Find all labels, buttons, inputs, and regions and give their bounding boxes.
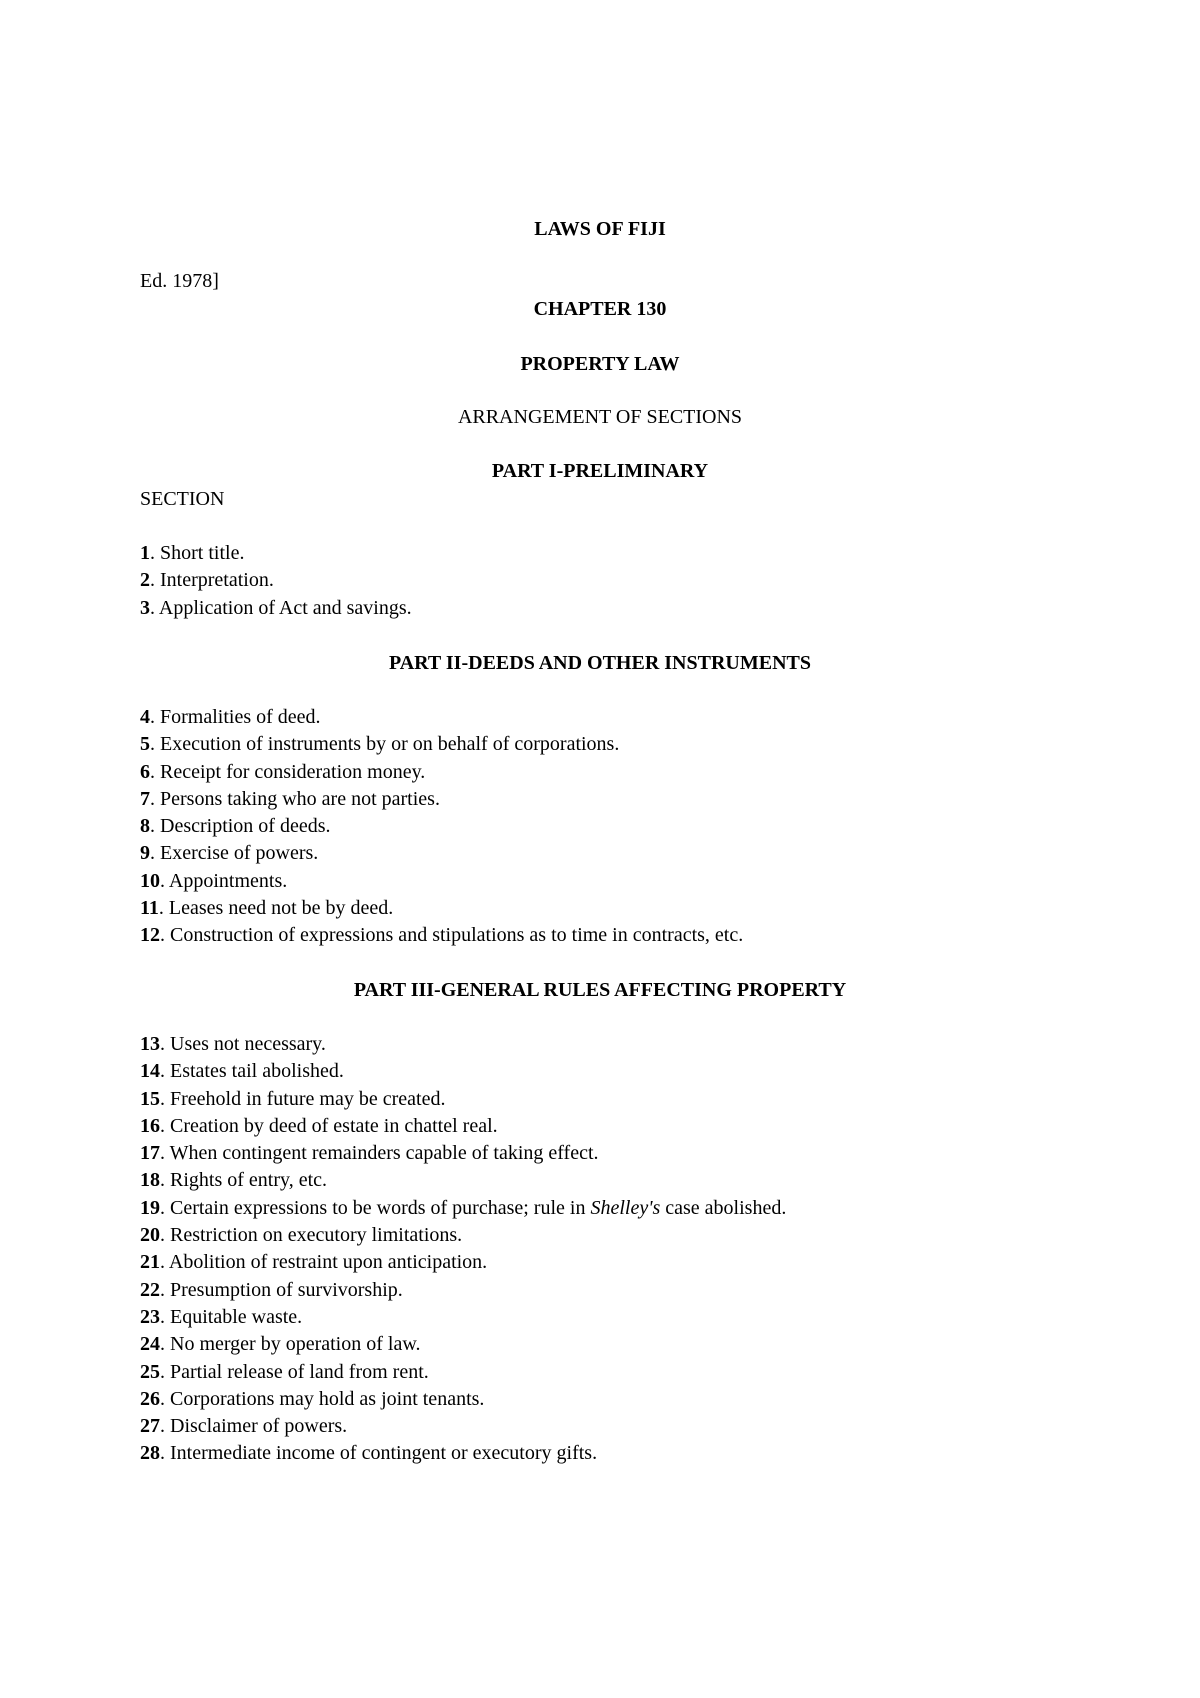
section-number: 7 [140,787,150,810]
chapter-heading: CHAPTER 130 [533,298,667,320]
section-number: 18 [140,1169,160,1192]
section-title: Construction of expressions and stipulations as to time in contracts, etc. [170,924,744,947]
section-title: Appointments. [168,869,288,892]
section-number: 2 [140,569,150,592]
section-title: Freehold in future may be created. [170,1087,446,1110]
section-number: 24 [140,1333,160,1356]
section-number: 3 [140,596,150,619]
section-title: Short title. [160,542,245,564]
section-title: Receipt for consideration money. [160,760,426,783]
toc-item: 25. Partial release of land from rent. [140,1360,429,1383]
section-number: 19 [140,1196,160,1219]
section-number: 1 [140,542,150,564]
section-number: 20 [140,1224,160,1247]
toc-item: 23. Equitable waste. [140,1305,303,1328]
section-title: Execution of instruments by or on behalf of corporations. [160,733,620,756]
toc-list-part-2 [140,704,743,950]
section-title: Certain expressions to be words of purchase; rule in [170,1196,591,1219]
section-title: Rights of entry, etc. [170,1169,328,1192]
section-title: Disclaimer of powers. [170,1415,348,1438]
toc-item: 1. Short title. [140,542,245,564]
toc-item: 4. Formalities of deed. [140,706,321,728]
section-number: 25 [140,1360,160,1383]
section-number: 28 [140,1442,160,1465]
part-heading: PART I-PRELIMINARY [491,460,709,482]
section-number: 8 [140,815,150,838]
toc-item: 9. Exercise of powers. [140,842,319,865]
section-title-end: case abolished. [660,1196,787,1219]
section-number: 6 [140,760,150,783]
section-number: 22 [140,1278,160,1301]
toc-item: 22. Presumption of survivorship. [140,1278,403,1301]
section-title: Application of Act and savings. [158,596,412,619]
section-number: 26 [140,1387,160,1410]
laws-title: LAWS OF FIJI [534,218,666,240]
toc-item: 12. Construction of expressions and stipulations as to time in contracts, etc. [140,924,744,947]
toc-item: 7. Persons taking who are not parties. [140,787,440,810]
toc-item: 24. No merger by operation of law. [140,1333,421,1356]
toc-item: 27. Disclaimer of powers. [140,1415,348,1438]
section-number: 4 [140,706,150,728]
section-number: 27 [140,1415,160,1438]
section-title: Abolition of restraint upon anticipation. [168,1251,488,1274]
section-number: 23 [140,1305,160,1328]
section-title: Estates tail abolished. [170,1060,344,1083]
section-number: 12 [140,924,160,947]
section-title: Partial release of land from rent. [170,1360,429,1383]
section-number: 21 [140,1251,160,1274]
section-number: 5 [140,733,150,756]
section-title: Corporations may hold as joint tenants. [170,1387,485,1410]
section-title: Equitable waste. [170,1305,303,1328]
toc-list-part-3 [140,1031,786,1468]
toc-item: 18. Rights of entry, etc. [140,1169,328,1192]
section-number: 17 [140,1142,160,1165]
toc-item: 3. Application of Act and savings. [140,596,412,619]
section-title: Uses not necessary. [170,1033,326,1055]
section-number: 16 [140,1114,160,1137]
section-title: When contingent remainders capable of taking effect. [169,1142,599,1165]
toc-item: 17. When contingent remainders capable of taking effect. [140,1142,599,1165]
section-title: Creation by deed of estate in chattel real. [170,1114,498,1137]
section-number: 15 [140,1087,160,1110]
part-heading: PART III-GENERAL RULES AFFECTING PROPERTY [353,979,847,1001]
section-title: Exercise of powers. [160,842,319,865]
toc-item: 11. Leases need not be by deed. [140,897,394,920]
section-number: 14 [140,1060,160,1083]
section-title: Interpretation. [160,569,274,592]
toc-item: 14. Estates tail abolished. [140,1060,344,1083]
toc-item: 20. Restriction on executory limitations. [140,1224,463,1247]
toc-item: 19. Certain expressions to be words of purchase; rule in Shelley's case abolished. [140,1196,787,1219]
toc-item: 28. Intermediate income of contingent or executory gifts. [140,1442,598,1465]
section-number: 9 [140,842,150,865]
section-number: 13 [140,1033,160,1055]
section-title: No merger by operation of law. [170,1333,421,1356]
toc-item: 6. Receipt for consideration money. [140,760,426,783]
toc-item: 8. Description of deeds. [140,815,331,838]
toc-item: 10. Appointments. [140,869,288,892]
section-title: Leases need not be by deed. [168,897,394,920]
toc-list-part-1 [140,540,412,622]
section-number: 10 [140,869,160,892]
toc-item: 5. Execution of instruments by or on behalf of corporations. [140,733,620,756]
edition-label: Ed. 1978] [140,270,219,292]
section-title: Persons taking who are not parties. [160,787,440,810]
toc-item: 13. Uses not necessary. [140,1033,326,1055]
toc-item: 16. Creation by deed of estate in chattel real. [140,1114,498,1137]
arrangement-heading: ARRANGEMENT OF SECTIONS [457,406,743,428]
section-title: Presumption of survivorship. [170,1278,403,1301]
section-title: Description of deeds. [160,815,331,838]
toc-item: 21. Abolition of restraint upon anticipation. [140,1251,488,1274]
section-title: Intermediate income of contingent or executory gifts. [170,1442,598,1465]
part-heading: PART II-DEEDS AND OTHER INSTRUMENTS [389,652,811,674]
act-title: PROPERTY LAW [520,353,680,375]
toc-item: 2. Interpretation. [140,569,274,592]
toc-item: 15. Freehold in future may be created. [140,1087,446,1110]
section-title: Restriction on executory limitations. [170,1224,463,1247]
section-label: SECTION [140,488,225,510]
toc-item: 26. Corporations may hold as joint tenants. [140,1387,485,1410]
case-name-italic: Shelley's [590,1196,661,1219]
section-title: Formalities of deed. [160,706,321,728]
section-number: 11 [140,897,159,920]
